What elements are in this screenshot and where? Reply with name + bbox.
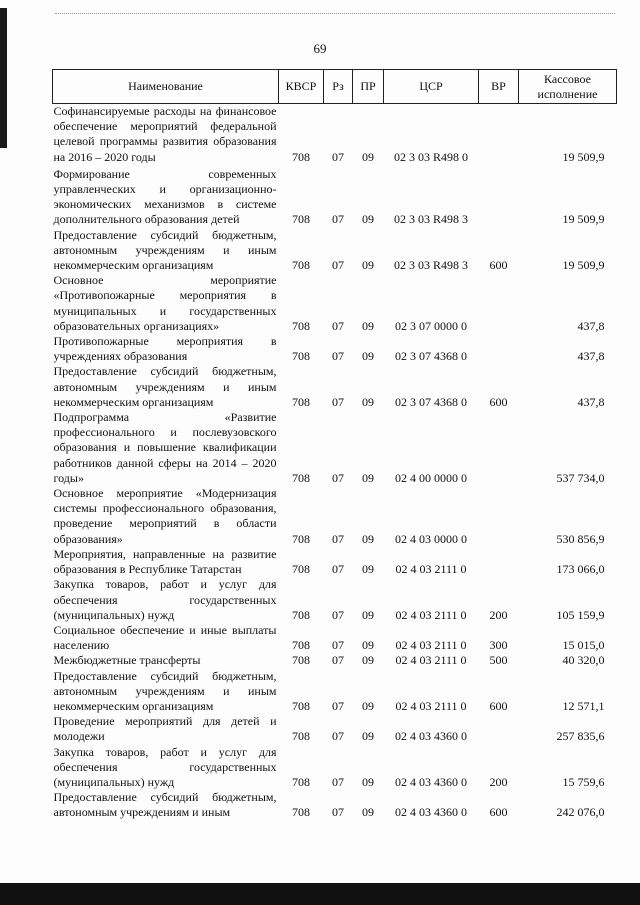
cell-sum: 242 076,0 xyxy=(556,805,605,820)
cell-kvsr: 708 xyxy=(292,698,310,713)
cell-name: Предоставление субсидий бюджетным, автономным учреждениям и иным некоммерческим организациям xyxy=(53,364,277,409)
table-header xyxy=(53,70,617,104)
cell-csr: 02 4 00 0000 0 xyxy=(395,470,467,485)
cell-vr xyxy=(479,167,519,228)
cell-csr: 02 3 07 4368 0 xyxy=(395,394,467,409)
cell-pr: 09 xyxy=(362,470,374,485)
cell-csr: 02 4 03 4360 0 xyxy=(395,729,467,744)
cell-vr xyxy=(479,547,519,577)
cell-rz: 07 xyxy=(332,394,344,409)
cell-rz: 07 xyxy=(332,653,344,668)
cell-name: Основное мероприятие «Противопожарные мероприятия в муниципальных и государственных образовательных организациях» xyxy=(53,273,277,333)
cell-vr: 500 xyxy=(489,653,508,668)
table-row xyxy=(53,653,617,668)
scan-top-line xyxy=(55,13,615,14)
cell-pr: 09 xyxy=(362,394,374,409)
cell-sum: 19 509,9 xyxy=(562,212,605,227)
header-kvsr: КВСР xyxy=(279,70,324,104)
table-row xyxy=(53,167,617,228)
cell-csr: 02 4 03 2111 0 xyxy=(395,607,467,622)
cell-rz: 07 xyxy=(332,470,344,485)
cell-csr: 02 3 03 R498 3 xyxy=(393,212,468,227)
header-csr: ЦСР xyxy=(384,70,479,104)
cell-name: Противопожарные мероприятия в учреждениях образования xyxy=(53,334,277,364)
table-row xyxy=(53,334,617,364)
table-row xyxy=(53,547,617,577)
cell-sum: 530 856,9 xyxy=(556,531,605,546)
cell-name: Предоставление субсидий бюджетным, автономным учреждениям и иным некоммерческим организациям xyxy=(53,668,277,713)
cell-sum: 12 571,1 xyxy=(562,698,605,713)
cell-name: Формирование современных управленческих и организационно-экономических механизмов в системе дополнительного образования детей xyxy=(53,166,277,227)
cell-kvsr: 708 xyxy=(292,318,310,333)
cell-vr: 200 xyxy=(489,607,508,622)
cell-sum: 15 015,0 xyxy=(562,638,605,653)
header-vr: ВР xyxy=(479,70,519,104)
cell-kvsr: 708 xyxy=(292,653,310,668)
cell-sum: 40 320,0 xyxy=(562,653,605,668)
table-row xyxy=(53,364,617,410)
table-row xyxy=(53,745,617,791)
cell-kvsr: 708 xyxy=(292,470,310,485)
cell-pr: 09 xyxy=(362,562,374,577)
cell-rz: 07 xyxy=(332,258,344,273)
cell-rz: 07 xyxy=(332,318,344,333)
cell-kvsr: 708 xyxy=(292,394,310,409)
cell-rz: 07 xyxy=(332,531,344,546)
cell-pr: 09 xyxy=(362,729,374,744)
cell-csr: 02 4 03 4360 0 xyxy=(395,774,467,789)
cell-rz: 07 xyxy=(332,805,344,820)
cell-vr xyxy=(479,104,519,167)
cell-vr xyxy=(479,273,519,334)
cell-pr: 09 xyxy=(362,698,374,713)
budget-table xyxy=(52,69,617,821)
cell-kvsr: 708 xyxy=(292,531,310,546)
cell-sum: 257 835,6 xyxy=(556,729,605,744)
cell-rz: 07 xyxy=(332,607,344,622)
cell-kvsr: 708 xyxy=(292,774,310,789)
cell-name: Закупка товаров, работ и услуг для обеспечения государственных (муниципальных) нужд xyxy=(53,577,277,622)
cell-vr xyxy=(479,714,519,744)
cell-rz: 07 xyxy=(332,149,344,164)
cell-csr: 02 3 07 0000 0 xyxy=(395,318,467,333)
cell-rz: 07 xyxy=(332,349,344,364)
cell-pr: 09 xyxy=(362,653,374,668)
cell-vr: 200 xyxy=(489,774,508,789)
cell-kvsr: 708 xyxy=(292,349,310,364)
cell-rz: 07 xyxy=(332,562,344,577)
cell-name: Межбюджетные трансферты xyxy=(53,653,201,668)
table-row xyxy=(53,714,617,744)
cell-sum: 19 509,9 xyxy=(562,258,605,273)
scan-bottom-bar xyxy=(0,883,640,905)
table-row xyxy=(53,486,617,547)
cell-pr: 09 xyxy=(362,349,374,364)
cell-name: Закупка товаров, работ и услуг для обеспечения государственных (муниципальных) нужд xyxy=(53,744,277,789)
cell-name: Софинансируемые расходы на финансовое обеспечение мероприятий федеральной целевой программы развития образования на 2016 – 2020 годы xyxy=(53,104,277,164)
cell-vr: 600 xyxy=(489,394,508,409)
cell-csr: 02 3 03 R498 0 xyxy=(393,149,468,164)
cell-vr xyxy=(479,334,519,364)
table-row xyxy=(53,790,617,820)
table-row xyxy=(53,577,617,623)
cell-pr: 09 xyxy=(362,258,374,273)
cell-name: Предоставление субсидий бюджетным, автономным учреждениям и иным некоммерческим организациям xyxy=(53,227,277,273)
cell-name: Предоставление субсидий бюджетным, автономным учреждениям и иным xyxy=(53,790,277,820)
cell-kvsr: 708 xyxy=(292,638,310,653)
header-name: Наименование xyxy=(53,70,279,104)
table-row xyxy=(53,273,617,334)
cell-rz: 07 xyxy=(332,638,344,653)
header-pr: ПР xyxy=(353,70,384,104)
cell-csr: 02 4 03 2111 0 xyxy=(395,638,467,653)
cell-csr: 02 4 03 2111 0 xyxy=(395,562,467,577)
header-sum: Кассовое исполнение xyxy=(519,70,617,104)
cell-name: Социальное обеспечение и иные выплаты населению xyxy=(53,622,277,653)
cell-name: Проведение мероприятий для детей и молодежи xyxy=(53,714,277,744)
cell-pr: 09 xyxy=(362,774,374,789)
cell-pr: 09 xyxy=(362,212,374,227)
table-row xyxy=(53,623,617,653)
cell-pr: 09 xyxy=(362,805,374,820)
cell-vr: 600 xyxy=(489,698,508,713)
cell-pr: 09 xyxy=(362,607,374,622)
table-body xyxy=(53,104,617,821)
cell-name: Подпрограмма «Развитие профессионального и послевузовского образования и повышение квалификации работников данной сферы на 2014 – 2020 годы» xyxy=(53,410,277,485)
scan-edge-mark xyxy=(0,8,7,148)
cell-kvsr: 708 xyxy=(292,562,310,577)
cell-csr: 02 4 03 2111 0 xyxy=(395,653,467,668)
cell-sum: 537 734,0 xyxy=(556,470,605,485)
cell-vr: 300 xyxy=(489,638,508,653)
cell-sum: 437,8 xyxy=(577,349,605,364)
cell-vr: 600 xyxy=(489,805,508,820)
cell-rz: 07 xyxy=(332,774,344,789)
cell-vr: 600 xyxy=(489,258,508,273)
cell-sum: 105 159,9 xyxy=(556,607,605,622)
table-row xyxy=(53,669,617,715)
cell-sum: 437,8 xyxy=(577,318,605,333)
cell-csr: 02 3 03 R498 3 xyxy=(393,258,468,273)
cell-kvsr: 708 xyxy=(292,212,310,227)
cell-csr: 02 3 07 4368 0 xyxy=(395,349,467,364)
cell-kvsr: 708 xyxy=(292,258,310,273)
cell-vr xyxy=(479,486,519,547)
table-row xyxy=(53,104,617,167)
cell-rz: 07 xyxy=(332,212,344,227)
header-rz: Рз xyxy=(324,70,353,104)
cell-rz: 07 xyxy=(332,698,344,713)
cell-sum: 15 759,6 xyxy=(562,774,605,789)
cell-vr xyxy=(479,410,519,486)
cell-pr: 09 xyxy=(362,149,374,164)
cell-csr: 02 4 03 0000 0 xyxy=(395,531,467,546)
cell-kvsr: 708 xyxy=(292,729,310,744)
cell-rz: 07 xyxy=(332,729,344,744)
table-row xyxy=(53,410,617,486)
cell-sum: 437,8 xyxy=(577,394,605,409)
cell-name: Мероприятия, направленные на развитие образования в Республике Татарстан xyxy=(53,546,277,577)
cell-csr: 02 4 03 2111 0 xyxy=(395,698,467,713)
cell-name: Основное мероприятие «Модернизация системы профессионального образования, проведение мероприятий в области образования» xyxy=(53,486,277,546)
table-row xyxy=(53,228,617,274)
cell-pr: 09 xyxy=(362,531,374,546)
cell-pr: 09 xyxy=(362,638,374,653)
cell-sum: 19 509,9 xyxy=(562,149,605,164)
cell-csr: 02 4 03 4360 0 xyxy=(395,805,467,820)
page-number: 69 xyxy=(313,41,327,56)
cell-pr: 09 xyxy=(362,318,374,333)
cell-kvsr: 708 xyxy=(292,805,310,820)
cell-sum: 173 066,0 xyxy=(556,562,605,577)
cell-kvsr: 708 xyxy=(292,607,310,622)
cell-kvsr: 708 xyxy=(292,149,310,164)
